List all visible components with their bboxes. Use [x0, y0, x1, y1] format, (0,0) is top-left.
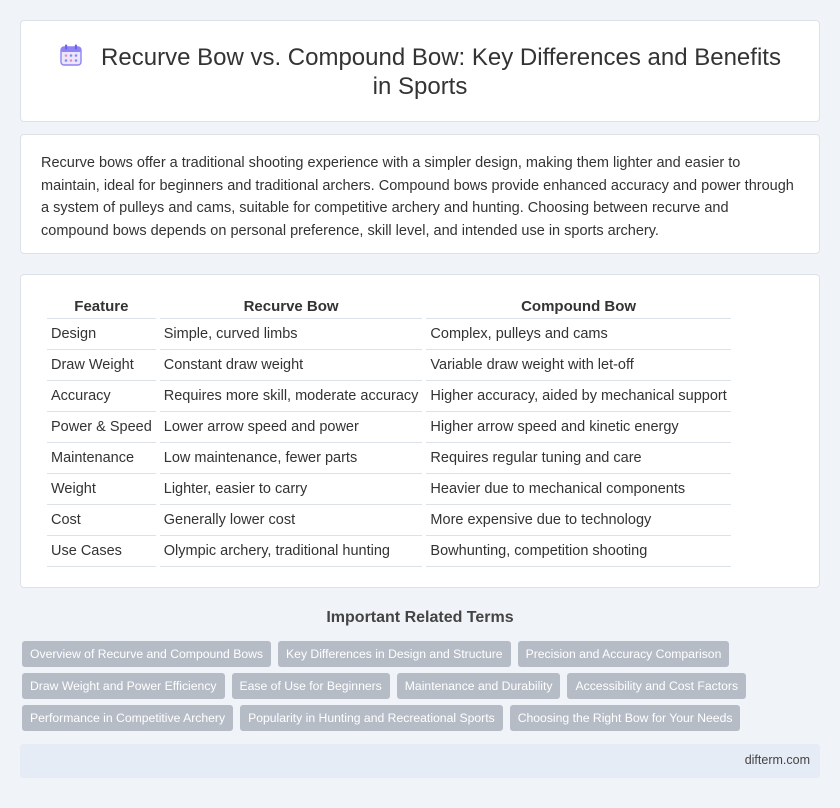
related-term-tag[interactable]: Popularity in Hunting and Recreational Sports: [240, 705, 503, 731]
header-feature: Feature: [47, 295, 156, 319]
site-link[interactable]: difterm.com: [744, 753, 810, 767]
table-row: [47, 474, 731, 505]
tag-row: [22, 705, 822, 737]
summary-text: Recurve bows offer a traditional shooting experience with a simpler design, making them lighter and easier to maintain, ideal for beginners and traditional archers. Compound bows provide enhanced accuracy and power through a system of pulleys and cams, suitable for competitive archery and hunting. Choosing between recurve and compound bows depends on personal preference, skill level, and intended use in sports archery.: [41, 155, 794, 239]
tag-row: [22, 673, 822, 705]
recurve-cell: Lower arrow speed and power: [160, 412, 423, 443]
related-term-tag[interactable]: Precision and Accuracy Comparison: [518, 641, 730, 667]
related-term-tag[interactable]: Accessibility and Cost Factors: [567, 673, 746, 699]
feature-cell: Draw Weight: [47, 350, 156, 381]
recurve-cell: Olympic archery, traditional hunting: [160, 536, 423, 567]
compound-cell: Higher arrow speed and kinetic energy: [426, 412, 730, 443]
compound-cell: Higher accuracy, aided by mechanical support: [426, 381, 730, 412]
feature-cell: Cost: [47, 505, 156, 536]
related-term-tag[interactable]: Overview of Recurve and Compound Bows: [22, 641, 271, 667]
feature-cell: Use Cases: [47, 536, 156, 567]
header-compound-bow: Compound Bow: [426, 295, 730, 319]
table-row: [47, 350, 731, 381]
compound-cell: Variable draw weight with let-off: [426, 350, 730, 381]
table-row: [47, 443, 731, 474]
related-terms-list: [22, 641, 822, 737]
table-row: [47, 412, 731, 443]
recurve-cell: Lighter, easier to carry: [160, 474, 423, 505]
related-term-tag[interactable]: Ease of Use for Beginners: [232, 673, 390, 699]
compound-cell: Bowhunting, competition shooting: [426, 536, 730, 567]
title-wrap: [51, 43, 789, 101]
feature-cell: Weight: [47, 474, 156, 505]
table-header-row: [47, 295, 731, 319]
related-term-tag[interactable]: Performance in Competitive Archery: [22, 705, 233, 731]
page-title: Recurve Bow vs. Compound Bow: Key Differences and Benefits in Sports: [101, 44, 781, 100]
related-terms-heading: Important Related Terms: [326, 609, 514, 626]
compound-cell: Requires regular tuning and care: [426, 443, 730, 474]
compound-cell: Complex, pulleys and cams: [426, 319, 730, 350]
tag-row: [22, 641, 822, 673]
related-term-tag[interactable]: Draw Weight and Power Efficiency: [22, 673, 225, 699]
recurve-cell: Generally lower cost: [160, 505, 423, 536]
compound-cell: More expensive due to technology: [426, 505, 730, 536]
title-card: [20, 20, 820, 122]
recurve-cell: Low maintenance, fewer parts: [160, 443, 423, 474]
recurve-cell: Constant draw weight: [160, 350, 423, 381]
comparison-table: [43, 295, 735, 567]
feature-cell: Design: [47, 319, 156, 350]
footer: [20, 744, 820, 778]
related-term-tag[interactable]: Key Differences in Design and Structure: [278, 641, 511, 667]
table-row: [47, 505, 731, 536]
feature-cell: Accuracy: [47, 381, 156, 412]
comparison-card: [20, 274, 820, 588]
recurve-cell: Simple, curved limbs: [160, 319, 423, 350]
recurve-cell: Requires more skill, moderate accuracy: [160, 381, 423, 412]
compound-cell: Heavier due to mechanical components: [426, 474, 730, 505]
related-term-tag[interactable]: Maintenance and Durability: [397, 673, 561, 699]
calendar-icon: [59, 43, 83, 67]
header-recurve-bow: Recurve Bow: [160, 295, 423, 319]
summary-card: [20, 134, 820, 254]
feature-cell: Maintenance: [47, 443, 156, 474]
table-row: [47, 319, 731, 350]
table-row: [47, 381, 731, 412]
feature-cell: Power & Speed: [47, 412, 156, 443]
related-term-tag[interactable]: Choosing the Right Bow for Your Needs: [510, 705, 741, 731]
table-row: [47, 536, 731, 567]
